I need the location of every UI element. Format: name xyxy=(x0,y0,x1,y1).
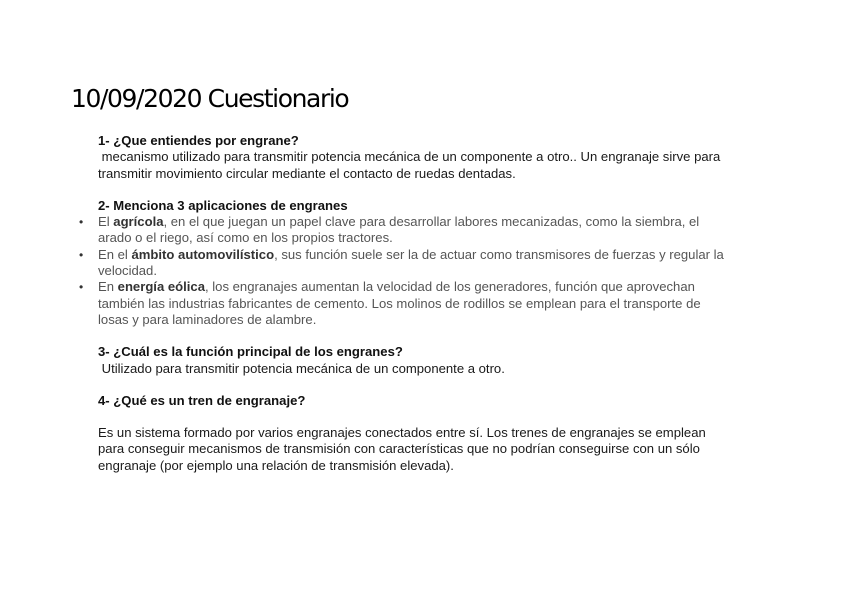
item-text-line-1: , sus función suele ser la de actuar como transmisores de fuerzas y regular la xyxy=(274,246,724,262)
document-title: 10/09/2020 Cuestionario xyxy=(71,84,349,113)
bullet-icon: • xyxy=(79,215,84,230)
answer-1-line-2: transmitir movimiento circular mediante el contacto de ruedas dentadas. xyxy=(98,165,516,181)
question-4: 4- ¿Qué es un tren de engranaje? xyxy=(98,392,306,408)
answer-3 xyxy=(98,361,788,377)
item-text-line-2: arado o el riego, así como en los propios tractores. xyxy=(98,230,393,246)
question-1: 1- ¿Que entiendes por engrane? xyxy=(98,133,299,148)
question-3: 3- ¿Cuál es la función principal de los engranes? xyxy=(98,344,403,360)
answer-4 xyxy=(98,425,788,474)
bullet-icon: • xyxy=(79,280,84,295)
spacer xyxy=(98,328,788,344)
item-keyword: agrícola xyxy=(113,214,164,230)
item-text-line-2: velocidad. xyxy=(98,263,157,279)
item-text-line-3: losas y para laminadores de alambre. xyxy=(98,311,317,327)
question-2: 2- Menciona 3 aplicaciones de engranes xyxy=(98,197,348,213)
answer-4-line-2: para conseguir mecanismos de transmisión con características que no podrían conseguirse con un sólo xyxy=(98,441,700,457)
item-keyword: energía eólica xyxy=(117,279,205,295)
spacer xyxy=(98,182,788,198)
answer-4-line-1: Es un sistema formado por varios engranajes conectados entre sí. Los trenes de engranajes se emplean xyxy=(98,425,706,441)
item-text-line-1: , en el que juegan un papel clave para desarrollar labores mecanizadas, como la siembra, el xyxy=(163,214,700,230)
answer-1 xyxy=(98,149,788,182)
item-prefix: En xyxy=(98,279,118,295)
item-text-line-2: también las industrias fabricantes de cemento. Los molinos de rodillos se emplean para el transporte de xyxy=(98,295,701,311)
answer-4-line-3: engranaje (por ejemplo una relación de transmisión elevada). xyxy=(98,457,454,473)
list-item-agricola xyxy=(79,214,788,247)
item-prefix: El xyxy=(98,214,114,230)
questionnaire-body xyxy=(79,133,788,474)
list-item-automovilistico xyxy=(79,246,788,280)
spacer xyxy=(98,377,788,393)
answer-1-line-1: mecanismo utilizado para transmitir potencia mecánica de un componente a otro.. Un engranaje sirve para xyxy=(101,149,721,165)
item-text-line-1: , los engranajes aumentan la velocidad de los generadores, función que aprovechan xyxy=(205,279,695,295)
bullet-icon: • xyxy=(79,247,84,262)
item-keyword: ámbito automovilístico xyxy=(131,246,275,262)
list-item-eolica xyxy=(79,279,788,328)
item-prefix: En el xyxy=(98,246,132,262)
spacer xyxy=(98,409,788,425)
answer-3-text: Utilizado para transmitir potencia mecánica de un componente a otro. xyxy=(101,360,505,376)
applications-list xyxy=(79,214,788,328)
